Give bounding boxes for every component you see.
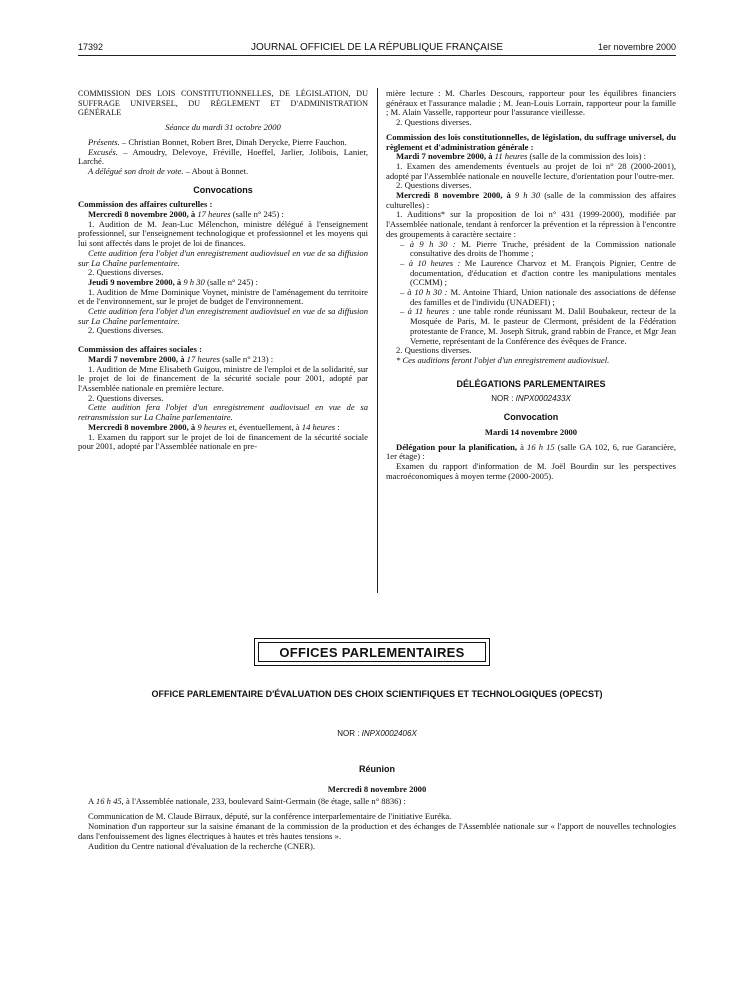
culturelles-item: 2. Questions diverses. xyxy=(88,267,164,278)
convocation-heading: Convocation xyxy=(503,412,559,423)
sociales-item: 1. Examen du rapport sur le projet de loi de financement de la sécurité sociale pour 2001, adopté par l'Assemblée nationale en pre- xyxy=(78,431,368,452)
sociales-note: Cette audition fera l'objet d'un enregistrement audiovisuel en vue de sa retransmission sur La Chaîne parlementaire. xyxy=(78,402,368,423)
audition-entry: – à 10 h 30 : M. Antoine Thiard, Union nationale des associations de défense des familles et de l'individu (UNADEFI) ; xyxy=(400,287,676,307)
sociales-title: Commission des affaires sociales : xyxy=(78,344,202,355)
lois-item: 2. Questions diverses. xyxy=(396,180,472,191)
issue-date: 1er novembre 2000 xyxy=(597,42,676,52)
culturelles-session1: Mercredi 8 novembre 2000, à 17 heures (salle n° 245) : xyxy=(88,209,284,220)
audition-entry: – à 10 heures : Me Laurence Charvoz et M. François Pignier, Centre de documentation, d'éducation et d'action contre les manipulations mentales (CCMM) ; xyxy=(400,257,676,288)
lois-item: 1. Auditions* sur la proposition de loi n° 431 (1999-2000), modifiée par l'Assemblée nationale, tendant à renforcer la prévention et la répression à l'encontre des groupements à caractère sectaire : xyxy=(386,209,676,239)
office-item: Nomination d'un rapporteur sur la saisine émanant de la commission de la production et des échanges de l'Assemblée nationale sur « l'apport de nouvelles technologies dans l'enfouissement des lignes électriques à hautes et très hautes tensions ». xyxy=(78,821,676,841)
culturelles-note: Cette audition fera l'objet d'un enregistrement audiovisuel en vue de sa diffusion sur La Chaîne parlementaire. xyxy=(78,306,368,326)
office-body xyxy=(78,784,676,851)
nor-reference: NOR : INPX0002433X xyxy=(491,394,571,404)
lois-item: 2. Questions diverses. xyxy=(396,345,472,356)
delegue-line: A délégué son droit de vote. – About à Bonnet. xyxy=(88,165,249,176)
offices-heading-box xyxy=(254,638,490,666)
culturelles-item: 1. Audition de M. Jean-Luc Mélenchon, ministre délégué à l'enseignement professionnel, sur l'enseignement technologique et professionnel et les moyens qui lui sont affectés dans le projet de loi de finances. xyxy=(78,218,368,249)
office-item: Audition du Centre national d'évaluation de la recherche (CNER). xyxy=(88,841,316,851)
audition-entry: – à 9 h 30 : M. Pierre Truche, président de la Commission nationale consultative des droits de l'homme ; xyxy=(400,238,676,259)
left-column xyxy=(78,89,368,452)
culturelles-title: Commission des affaires culturelles : xyxy=(78,199,213,210)
office-location: A 16 h 45, à l'Assemblée nationale, 233, boulevard Saint-Germain (8e étage, salle n° 8836) : xyxy=(88,796,406,806)
delegation-date: Mardi 14 novembre 2000 xyxy=(484,426,578,437)
page-header xyxy=(78,42,676,56)
journal-title: JOURNAL OFFICIEL DE LA RÉPUBLIQUE FRANÇAISE xyxy=(250,42,504,53)
lois-item: 1. Examen des amendements éventuels au projet de loi n° 28 (2000-2001), adopté par l'Assemblée nationale en nouvelle lecture, d'orientation pour l'outre-mer. xyxy=(386,160,676,181)
sociales-item: 2. Questions diverses. xyxy=(396,117,472,128)
right-column xyxy=(386,89,676,481)
culturelles-note: Cette audition fera l'objet d'un enregistrement audiovisuel en vue de sa diffusion sur La Chaîne parlementaire. xyxy=(78,247,368,268)
culturelles-item: 1. Audition de Mme Dominique Voynet, ministre de l'aménagement du territoire et de l'environnement, sur le projet de budget de l'environnement. xyxy=(78,286,368,307)
lois-session2: Mercredi 8 novembre 2000, à 9 h 30 (salle de la commission des affaires culturelles) : xyxy=(386,190,676,210)
office-item: Communication de M. Claude Birraux, député, sur la conférence interparlementaire de l'initiative Euréka. xyxy=(88,811,452,821)
culturelles-item: 2. Questions diverses. xyxy=(88,325,164,336)
office-date: Mercredi 8 novembre 2000 xyxy=(327,784,427,794)
nor-reference: NOR : INPX0002406X xyxy=(337,729,417,738)
audition-entry: – à 11 heures : une table ronde réunissant M. Dalil Boubakeur, recteur de la Mosquée de Paris, M. le pasteur de Clermont, président de la Fédération protestante de France, M. Joseph Sitruk, grand rabbin de France, et Mgr Jean Vernette, représentant de la Conférence des évêques de France. xyxy=(400,306,677,346)
delegations-heading: DÉLÉGATIONS PARLEMENTAIRES xyxy=(456,378,606,389)
excuses-line: Excusés. – Amoudry, Delevoye, Fréville, Hoeffel, Jarlier, Jolibois, Lanier, Larché. xyxy=(78,146,368,167)
sociales-session1: Mardi 7 novembre 2000, à 17 heures (salle n° 213) : xyxy=(88,353,274,364)
seance-date: Séance du mardi 31 octobre 2000 xyxy=(165,122,281,133)
commission-lois-title: COMMISSION DES LOIS CONSTITUTIONNELLES, DE LÉGISLATION, DU SUFFRAGE UNIVERSEL, DU RÈGLEMENT ET D'ADMINISTRATION GÉNÉRALE xyxy=(78,89,368,118)
sociales-item: 2. Questions diverses. xyxy=(88,392,164,403)
page-number: 17392 xyxy=(78,42,104,52)
reunion-heading: Réunion xyxy=(359,764,395,774)
lois-title: Commission des lois constitutionnelles, de législation, du suffrage universel, du règlement et d'administration générale : xyxy=(386,131,676,152)
presents-line: Présents. – Christian Bonnet, Robert Bret, Dinah Derycke, Pierre Fauchon. xyxy=(88,136,347,147)
sociales-item: 1. Audition de Mme Elisabeth Guigou, ministre de l'emploi et de la solidarité, sur le projet de loi de financement de la sécurité sociale pour 2001, adopté par l'Assemblée nationale en première lecture. xyxy=(78,363,368,393)
office-title: OFFICE PARLEMENTAIRE D'ÉVALUATION DES CHOIX SCIENTIFIQUES ET TECHNOLOGIQUES (OPECST) xyxy=(151,689,603,699)
delegation-item: Examen du rapport d'information de M. Joël Bourdin sur les perspectives macroéconomiques à moyen terme (2000-2005). xyxy=(386,460,676,481)
culturelles-session2: Jeudi 9 novembre 2000, à 9 h 30 (salle n° 245) : xyxy=(88,276,258,287)
sociales-continued: mière lecture : M. Charles Descours, rapporteur pour les équilibres financiers généraux et l'assurance maladie ; M. Jean-Louis Lorrain, rapporteur pour la famille ; M. Alain Vasselle, rapporteur pour l'assurance vieillesse. xyxy=(386,88,676,118)
lois-note: * Ces auditions feront l'objet d'un enregistrement audiovisuel. xyxy=(396,354,610,365)
convocations-heading: Convocations xyxy=(193,184,253,195)
header-rule xyxy=(78,55,676,56)
column-divider xyxy=(377,88,378,593)
offices-heading: OFFICES PARLEMENTAIRES xyxy=(258,642,486,662)
lois-session1: Mardi 7 novembre 2000, à 11 heures (salle de la commission des lois) : xyxy=(396,151,646,162)
sociales-session2: Mercredi 8 novembre 2000, à 9 heures et, éventuellement, à 14 heures : xyxy=(88,421,340,432)
delegation-session: Délégation pour la planification, à 16 h 15 (salle GA 102, 6, rue Garancière, 1er étage) : xyxy=(386,441,676,462)
